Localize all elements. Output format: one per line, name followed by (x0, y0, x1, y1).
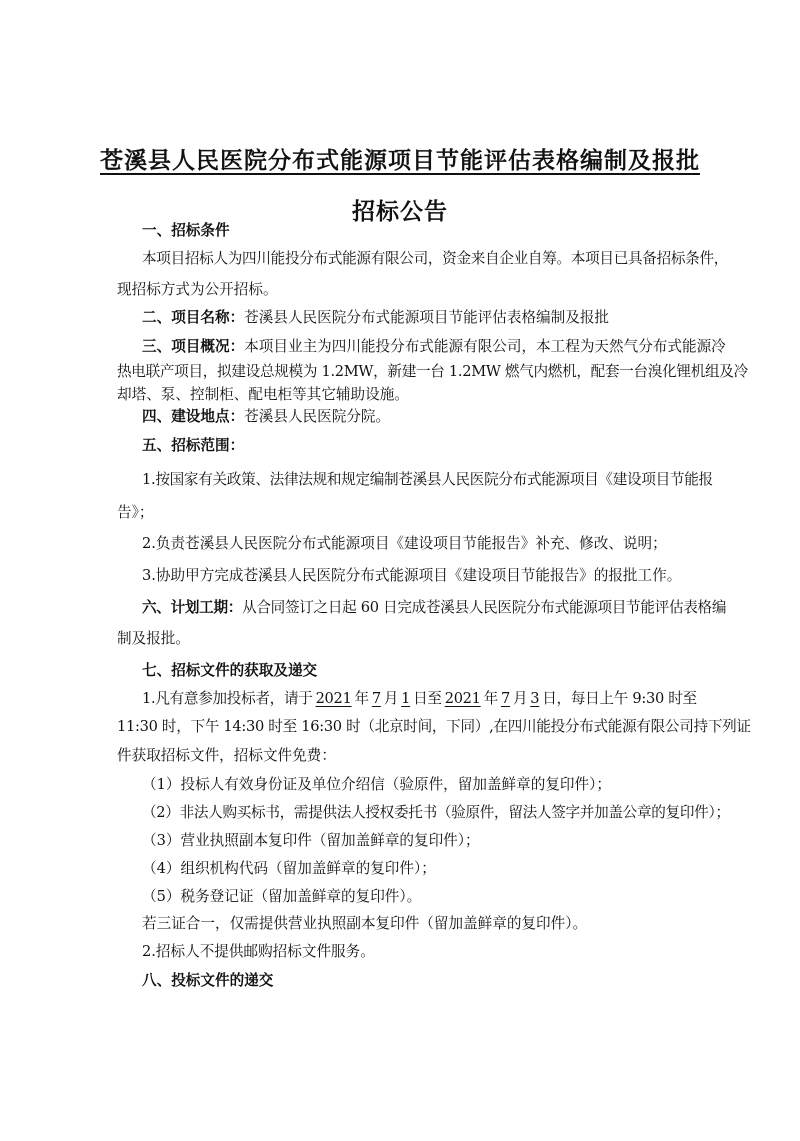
end-year: 2021 (444, 690, 481, 707)
document-subtitle: 招标公告 (352, 198, 448, 225)
section-1-heading: 一、招标条件 (142, 222, 230, 239)
section-2-project-name: 二、项目名称：苍溪县人民医院分布式能源项目节能评估表格编制及报批 (142, 309, 610, 326)
section-6-line-1: 六、计划工期：从合同签订之日起 60 日完成苍溪县人民医院分布式能源项目节能评估表格编 (142, 599, 727, 616)
section-3-line-3: 却塔、泵、控制柜、配电柜等其它辅助设施。 (117, 386, 409, 403)
section-6-line-2: 制及报批。 (117, 630, 190, 647)
end-day: 3 (530, 690, 540, 707)
start-month: 7 (371, 690, 381, 707)
end-month: 7 (500, 690, 510, 707)
section-7-para-1-line-3: 件获取招标文件，招标文件免费： (117, 747, 336, 764)
section-5-item-3: 3.协助甲方完成苍溪县人民医院分布式能源项目《建设项目节能报告》的报批工作。 (142, 567, 682, 584)
section-4-location: 四、建设地点：苍溪县人民医院分院。 (142, 408, 391, 425)
section-5-heading: 五、招标范围： (142, 437, 245, 454)
section-7-heading: 七、招标文件的获取及递交 (142, 662, 318, 679)
three-in-one-note: 若三证合一，仅需提供营业执照副本复印件（留加盖鲜章的复印件）。 (142, 915, 588, 932)
required-doc-3: （3）营业执照副本复印件（留加盖鲜章的复印件）； (142, 832, 480, 849)
section-7-para-1-line-1: 1.凡有意参加投标者，请于 2021 年 7 月 1 日至 2021 年 7 月 3 日，每日上午 9:30 时至 (142, 690, 697, 707)
section-7-para-1-line-2: 11:30 时，下午 14:30 时至 16:30 时（北京时间，下同）,在四川能投分布式能源有限公司持下列证 (117, 718, 751, 735)
section-7-para-2: 2.招标人不提供邮购招标文件服务。 (142, 943, 375, 960)
start-year: 2021 (315, 690, 352, 707)
document-title: 苍溪县人民医院分布式能源项目节能评估表格编制及报批 (100, 147, 700, 174)
required-doc-5: （5）税务登记证（留加盖鲜章的复印件）。 (142, 888, 422, 905)
section-5-item-1-line-1: 1.按国家有关政策、法律法规和规定编制苍溪县人民医院分布式能源项目《建设项目节能报 (142, 471, 713, 488)
section-5-item-2: 2.负责苍溪县人民医院分布式能源项目《建设项目节能报告》补充、修改、说明； (142, 535, 667, 552)
section-8-heading: 八、投标文件的递交 (142, 972, 274, 989)
required-doc-2: （2）非法人购买标书，需提供法人授权委托书（验原件，留法人签字并加盖公章的复印件）； (142, 804, 730, 821)
section-1-line-2: 现招标方式为公开招标。 (117, 281, 278, 298)
required-doc-4: （4）组织机构代码（留加盖鲜章的复印件）； (142, 860, 436, 877)
start-day: 1 (401, 690, 411, 707)
section-3-line-2: 热电联产项目，拟建设总规模为 1.2MW，新建一台 1.2MW 燃气内燃机，配套一台溴化锂机组及冷 (117, 363, 748, 380)
section-5-item-1-line-2: 告》； (117, 504, 154, 521)
section-3-line-1: 三、项目概况：本项目业主为四川能投分布式能源有限公司，本工程为天然气分布式能源冷 (142, 338, 726, 355)
required-doc-1: （1）投标人有效身份证及单位介绍信（验原件，留加盖鲜章的复印件）； (142, 776, 611, 793)
section-1-line-1: 本项目招标人为四川能投分布式能源有限公司，资金来自企业自筹。本项目已具备招标条件， (142, 250, 729, 267)
